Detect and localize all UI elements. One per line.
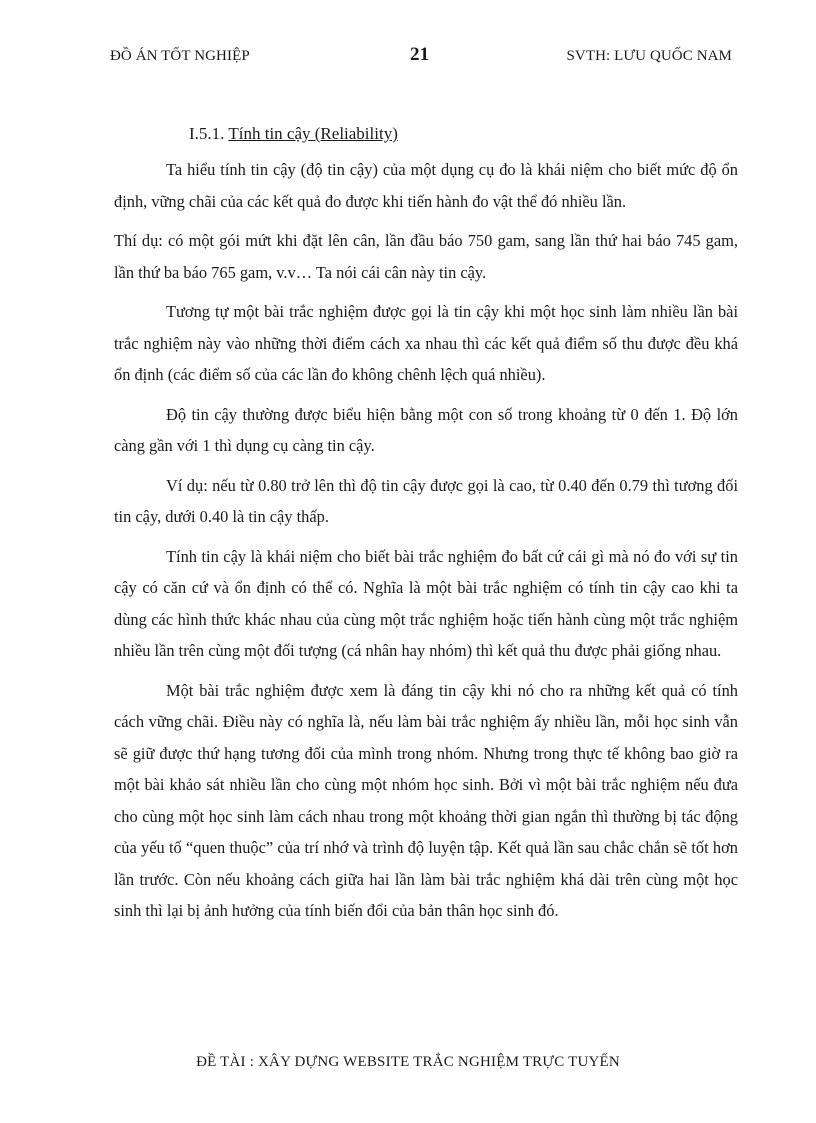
- paragraph-test-reliability: Tương tự một bài trắc nghiệm được gọi là tin cậy khi một học sinh làm nhiều lần bài trắc nghiệm này vào những thời điểm cách xa nhau thì các kết quả điểm số thu được đều khá ổn định (các điểm số của các lần đo không chênh lệch quá nhiều).: [114, 302, 738, 384]
- paragraph-concept: Tính tin cậy là khái niệm cho biết bài trắc nghiệm đo bất cứ cái gì mà nó đo với sự tin cậy có căn cứ và ổn định có thể có. Nghĩa là một bài trắc nghiệm có tính tin cậy cao khi ta dùng các hình thức khác nhau của cùng một trắc nghiệm hoặc tiến hành cùng một trắc nghiệm nhiều lần trên cùng một đối tượng (cá nhân hay nhóm) thì kết quả thu được phải giống nhau.: [114, 546, 738, 660]
- paragraph-definition: Ta hiểu tính tin cậy (độ tin cậy) của một dụng cụ đo là khái niệm cho biết mức độ ổn định, vững chãi của các kết quả đo được khi tiến hành đo vật thể đó nhiều lần.: [114, 160, 738, 211]
- header-student-name: SVTH: LƯU QUỐC NAM: [566, 48, 732, 64]
- section-heading: [189, 120, 738, 148]
- header-thesis-label: ĐỒ ÁN TỐT NGHIỆP: [110, 48, 250, 64]
- paragraph-example-scale: Thí dụ: có một gói mứt khi đặt lên cân, lần đầu báo 750 gam, sang lần thứ hai báo 745 gam, lần thứ ba báo 765 gam, v.v… Ta nói cái cân này tin cậy.: [114, 231, 738, 282]
- paragraph-stability: Một bài trắc nghiệm được xem là đáng tin cậy khi nó cho ra những kết quả có tính cách vững chãi. Điều này có nghĩa là, nếu làm bài trắc nghiệm ấy nhiều lần, mỗi học sinh vẫn sẽ giữ được thứ hạng tương đối của mình trong nhóm. Nhưng trong thực tế không bao giờ ra một bài khảo sát nhiều lần cho cùng một nhóm học sinh. Bởi vì một bài trắc nghiệm nếu đưa cho cùng một học sinh làm cách nhau trong một khoảng thời gian ngắn thì thường bị tác động của yếu tố “quen thuộc” của trí nhớ và trình độ luyện tập. Kết quả lần sau chắc chắn sẽ tốt hơn lần trước. Còn nếu khoảng cách giữa hai lần làm bài trắc nghiệm khá dài trên cùng một học sinh thì lại bị ảnh hưởng của tính biến đổi của bản thân học sinh đó.: [114, 680, 738, 920]
- section-number: I.5.1.: [189, 124, 225, 143]
- page-footer: ĐỀ TÀI : XÂY DỰNG WEBSITE TRẮC NGHIỆM TRỰC TUYẾN: [196, 1054, 620, 1070]
- paragraph-range: Độ tin cậy thường được biểu hiện bằng một con số trong khoảng từ 0 đến 1. Độ lớn càng gần với 1 thì dụng cụ càng tin cậy.: [114, 404, 738, 455]
- page-number: 21: [410, 44, 430, 65]
- paragraph-example-thresholds: Ví dụ: nếu từ 0.80 trở lên thì độ tin cậy được gọi là cao, từ 0.40 đến 0.79 thì tương đối tin cậy, dưới 0.40 là tin cậy thấp.: [114, 475, 738, 526]
- page-header: [110, 44, 732, 70]
- section-title: Tính tin cậy (Reliability): [228, 124, 398, 143]
- page-body: [114, 120, 738, 935]
